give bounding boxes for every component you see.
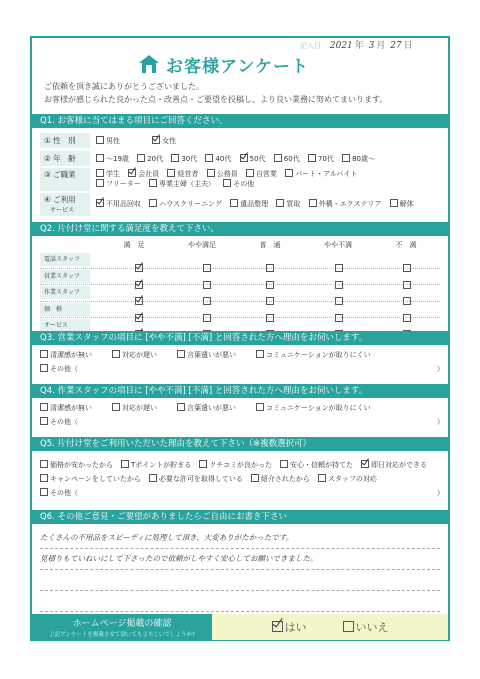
- checkbox[interactable]: [121, 460, 129, 468]
- checkbox-checked[interactable]: [152, 136, 160, 144]
- q5-option[interactable]: スタッフの対応: [318, 474, 377, 484]
- checkbox-checked[interactable]: [240, 154, 248, 162]
- q5-row2: [40, 472, 448, 486]
- service-options: [96, 199, 420, 209]
- satisfaction-row: [40, 302, 440, 319]
- homepage-no-option[interactable]: いいえ: [343, 619, 389, 635]
- checkbox[interactable]: [318, 474, 326, 482]
- q5-other-row: [40, 486, 448, 500]
- service-label-line2: サービス: [50, 207, 75, 214]
- checkbox[interactable]: [199, 460, 207, 468]
- close-bracket: ）: [437, 418, 444, 426]
- job-option[interactable]: 専業主婦（主夫）: [149, 179, 215, 189]
- checkbox[interactable]: [40, 417, 48, 425]
- checkbox[interactable]: [280, 460, 288, 468]
- checkbox[interactable]: [274, 154, 282, 162]
- gender-option-male[interactable]: 男性: [96, 136, 120, 146]
- checkbox-checked[interactable]: [128, 169, 136, 177]
- q3-option-other[interactable]: その他（: [40, 364, 78, 374]
- age-option[interactable]: 30代: [171, 154, 197, 164]
- checkbox[interactable]: [167, 169, 175, 177]
- q5-option[interactable]: キャンペーンをしていたから: [40, 474, 141, 484]
- checkbox[interactable]: [276, 199, 284, 207]
- age-option[interactable]: ～19歳: [96, 154, 129, 164]
- q4-heading: Q4. 作業スタッフの項目に [やや不満] [不満] と回答された方へ理由をお伺いします。: [32, 384, 448, 398]
- service-option[interactable]: 解体: [390, 199, 414, 209]
- checkbox[interactable]: [40, 350, 48, 358]
- job-options-row1: [96, 169, 363, 179]
- age-option[interactable]: 70代: [308, 154, 334, 164]
- service-label-line1: ④ ご利用: [44, 195, 76, 204]
- title-block: [138, 52, 309, 76]
- q5-option[interactable]: クチコミが良かった: [199, 460, 272, 470]
- job-option[interactable]: 学生: [96, 169, 120, 179]
- satisfaction-row-label: 作業スタッフ: [40, 286, 90, 299]
- checkbox[interactable]: [112, 403, 120, 411]
- q5-row1: [40, 458, 448, 472]
- entry-date: [300, 38, 413, 51]
- homepage-confirm-title: ホームページ掲載の確認: [72, 619, 172, 629]
- q3-option[interactable]: コミュニケーションが取りにくい: [256, 350, 371, 360]
- checkbox[interactable]: [308, 154, 316, 162]
- date-year-unit: 年: [354, 41, 364, 51]
- checkbox[interactable]: [40, 488, 48, 496]
- satisfaction-row-label: 営業スタッフ: [40, 270, 90, 283]
- gender-label: ① 性 別: [40, 133, 90, 148]
- checkbox[interactable]: [40, 474, 48, 482]
- gender-options: [96, 136, 182, 146]
- q1-heading: Q1. お客様に当てはまる項目にご回答ください。: [32, 114, 448, 128]
- checkbox[interactable]: [171, 154, 179, 162]
- q5-option[interactable]: 紹介されたから: [251, 474, 310, 484]
- q5-option[interactable]: 必要な許可を取得している: [149, 474, 243, 484]
- age-option[interactable]: 60代: [274, 154, 300, 164]
- checkbox[interactable]: [40, 364, 48, 372]
- page-title: お客様アンケート: [166, 56, 309, 77]
- checkbox[interactable]: [256, 403, 264, 411]
- q5-option[interactable]: 安心・信頼が持てた: [280, 460, 353, 470]
- checkbox[interactable]: [177, 350, 185, 358]
- satisfaction-col: やや不満: [324, 241, 352, 249]
- checkbox[interactable]: [343, 621, 354, 632]
- age-option[interactable]: 80歳～: [342, 154, 375, 164]
- satisfaction-col: 普 通: [259, 241, 281, 249]
- checkbox[interactable]: [149, 179, 157, 187]
- checkbox[interactable]: [251, 474, 259, 482]
- satisfaction-row-label: サービス: [40, 319, 90, 332]
- checkbox-checked[interactable]: [272, 621, 283, 632]
- q3-options: [40, 348, 448, 376]
- comment-area[interactable]: [40, 528, 440, 612]
- job-option[interactable]: その他: [223, 179, 254, 189]
- checkbox[interactable]: [207, 169, 215, 177]
- close-bracket: ）: [437, 489, 444, 497]
- checkbox[interactable]: [177, 403, 185, 411]
- q4-option[interactable]: 対応が遅い: [112, 403, 157, 413]
- satisfaction-row: [40, 269, 440, 286]
- service-option[interactable]: 買取: [276, 199, 300, 209]
- q4-options: [40, 401, 448, 429]
- date-label: 記入日: [300, 42, 321, 50]
- date-day-unit: 日: [403, 41, 413, 51]
- homepage-confirm-subtitle: 上記アンケートを掲載させて頂いてもよろしいでしょうか?: [49, 632, 195, 638]
- satisfaction-row: [40, 252, 440, 269]
- checkbox[interactable]: [342, 154, 350, 162]
- job-options-row2: [96, 179, 260, 189]
- checkbox[interactable]: [96, 136, 104, 144]
- checkbox[interactable]: [205, 154, 213, 162]
- comment-line-1: たくさんの不用品をスピーディに処理して頂き、大変ありがたかったです。: [40, 528, 440, 549]
- job-option[interactable]: フリーター: [96, 179, 141, 189]
- checkbox[interactable]: [40, 460, 48, 468]
- age-option[interactable]: 20代: [137, 154, 163, 164]
- job-option[interactable]: 公務員: [207, 169, 238, 179]
- job-option[interactable]: 経営者: [167, 169, 198, 179]
- checkbox[interactable]: [390, 199, 398, 207]
- q5-options: [40, 458, 448, 500]
- q4-other-row: [40, 415, 448, 429]
- q3-heading: Q3. 営業スタッフの項目に [やや不満] [不満] と回答された方へ理由をお伺いします。: [32, 331, 448, 345]
- checkbox[interactable]: [223, 179, 231, 187]
- age-label: ② 年 齢: [40, 151, 90, 166]
- q5-option-other[interactable]: その他（: [40, 488, 78, 498]
- q4-option[interactable]: 清潔感が無い: [40, 403, 92, 413]
- q4-option-other[interactable]: その他（: [40, 417, 78, 427]
- checkbox[interactable]: [149, 199, 157, 207]
- service-option-selected[interactable]: 不用品回収: [96, 199, 141, 209]
- satisfaction-grid: [40, 252, 440, 335]
- satisfaction-row-label: 電話スタッフ: [40, 253, 90, 266]
- age-option[interactable]: 40代: [205, 154, 231, 164]
- satisfaction-header: [100, 240, 440, 250]
- q3-option[interactable]: 清潔感が無い: [40, 350, 92, 360]
- date-month: 3: [368, 41, 375, 51]
- job-option-selected[interactable]: 会社員: [128, 169, 159, 179]
- satisfaction-row: [40, 285, 440, 302]
- satisfaction-row-label: 価 格: [40, 303, 90, 316]
- q4-row: [40, 401, 448, 415]
- service-option[interactable]: ハウスクリーニング: [149, 199, 222, 209]
- satisfaction-col: やや満足: [188, 241, 216, 249]
- service-label: [40, 193, 90, 216]
- homepage-confirm-options: [212, 614, 448, 640]
- q4-option[interactable]: コミュニケーションが取りにくい: [256, 403, 371, 413]
- homepage-confirm-label: [32, 614, 212, 640]
- job-option[interactable]: パート・アルバイト: [285, 169, 357, 179]
- checkbox-checked[interactable]: [361, 460, 369, 468]
- checkbox[interactable]: [112, 350, 120, 358]
- q3-option[interactable]: 対応が遅い: [112, 350, 157, 360]
- checkbox[interactable]: [246, 169, 254, 177]
- intro-line-2: お客様が感じられた良かった点・改善点・ご要望を投稿し、より良い業務に努めてまいります。: [44, 95, 388, 104]
- comment-line-2: 見積りもていねいにして下さったので依頼がしやすく安心してお願いできました。: [40, 549, 440, 570]
- homepage-yes-option[interactable]: はい: [272, 619, 307, 635]
- service-option[interactable]: 遺品整理: [230, 199, 268, 209]
- job-option[interactable]: 自営業: [246, 169, 277, 179]
- checkbox[interactable]: [149, 474, 157, 482]
- checkbox[interactable]: [285, 169, 293, 177]
- job-label: ③ ご職業: [40, 168, 90, 191]
- checkbox[interactable]: [309, 199, 317, 207]
- age-options: [96, 154, 381, 164]
- q4-option[interactable]: 言葉遣いが悪い: [177, 403, 236, 413]
- q5-option[interactable]: 価格が安かったから: [40, 460, 113, 470]
- house-logo-icon: [138, 54, 160, 74]
- q5-option[interactable]: Tポイントが貯まる: [121, 460, 191, 470]
- checkbox[interactable]: [230, 199, 238, 207]
- close-bracket: ）: [437, 365, 444, 373]
- gender-option-female[interactable]: 女性: [152, 136, 176, 146]
- comment-line-4: [40, 591, 440, 612]
- satisfaction-col: 満 足: [123, 241, 145, 249]
- comment-line-3: [40, 570, 440, 591]
- q3-option[interactable]: 言葉遣いが悪い: [177, 350, 236, 360]
- intro-text: [44, 80, 387, 106]
- q3-row: [40, 348, 448, 362]
- q2-heading: Q2. 片付け堂に関する満足度を教えて下さい。: [32, 222, 448, 236]
- date-month-unit: 月: [376, 41, 386, 51]
- checkbox[interactable]: [96, 169, 104, 177]
- checkbox[interactable]: [40, 403, 48, 411]
- q6-heading: Q6. その他ご意見・ご要望がありましたらご自由にお書き下さい: [32, 510, 448, 524]
- checkbox-checked[interactable]: [96, 199, 104, 207]
- service-option[interactable]: 外構・エクステリア: [309, 199, 382, 209]
- satisfaction-col: 不 満: [395, 241, 417, 249]
- checkbox[interactable]: [137, 154, 145, 162]
- date-year: 2021: [329, 41, 353, 51]
- q3-other-row: [40, 362, 448, 376]
- intro-line-1: ご依頼を頂き誠にありがとうございました。: [44, 82, 204, 91]
- q5-option-selected[interactable]: 即日対応ができる: [361, 460, 427, 470]
- checkbox[interactable]: [256, 350, 264, 358]
- checkbox[interactable]: [96, 154, 104, 162]
- checkbox[interactable]: [96, 179, 104, 187]
- q5-heading: Q5. 片付け堂をご利用いただいた理由を教えて下さい（※複数選択可）: [32, 437, 448, 451]
- age-option-selected[interactable]: 50代: [240, 154, 266, 164]
- date-day: 27: [390, 41, 402, 51]
